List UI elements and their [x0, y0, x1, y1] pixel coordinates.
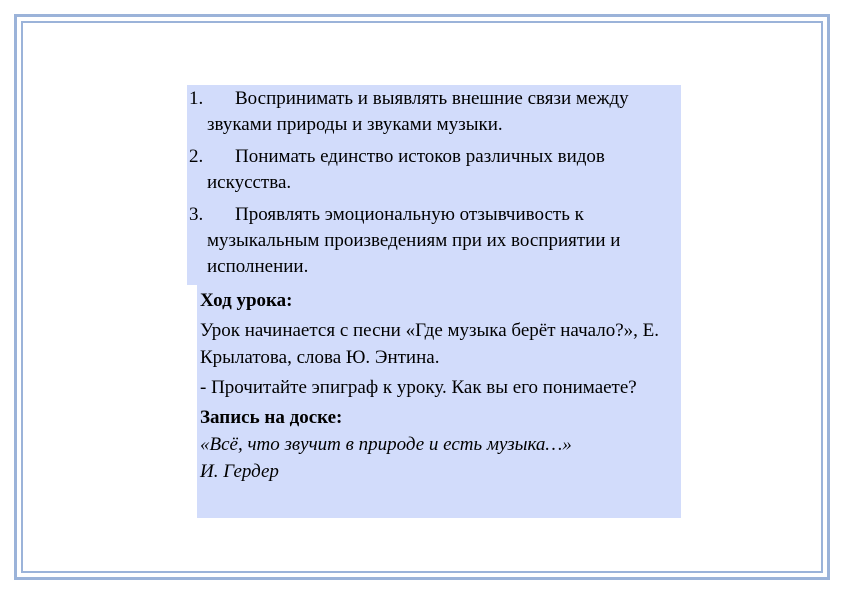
list-text: Воспринимать и выявлять внешние связи между звуками природы и звуками музыки.	[207, 88, 629, 135]
lesson-intro: Урок начинается с песни «Где музыка берёт начало?», Е. Крылатова, слова Ю. Энтина.	[200, 320, 660, 368]
list-number: 1.	[189, 88, 204, 109]
list-text: Проявлять эмоциональную отзывчивость к музыкальным произведениям при их восприятии и исполнении.	[207, 204, 621, 277]
list-number: 2.	[189, 146, 204, 167]
list-number: 3.	[189, 204, 204, 225]
list-item	[189, 144, 681, 196]
lesson-task: - Прочитайте эпиграф к уроку. Как вы его понимаете?	[200, 377, 637, 398]
list-text: Понимать единство истоков различных видов искусства.	[207, 146, 605, 193]
board-heading: Запись на доске:	[200, 407, 343, 428]
list-item	[189, 202, 681, 280]
objectives-list	[189, 86, 681, 286]
lesson-heading: Ход урока:	[200, 290, 293, 311]
lesson-section	[200, 287, 680, 488]
epigraph-author: И. Гердер	[200, 461, 279, 482]
list-item	[189, 86, 681, 138]
epigraph-quote: «Всё, что звучит в природе и есть музыка…»	[200, 434, 572, 455]
